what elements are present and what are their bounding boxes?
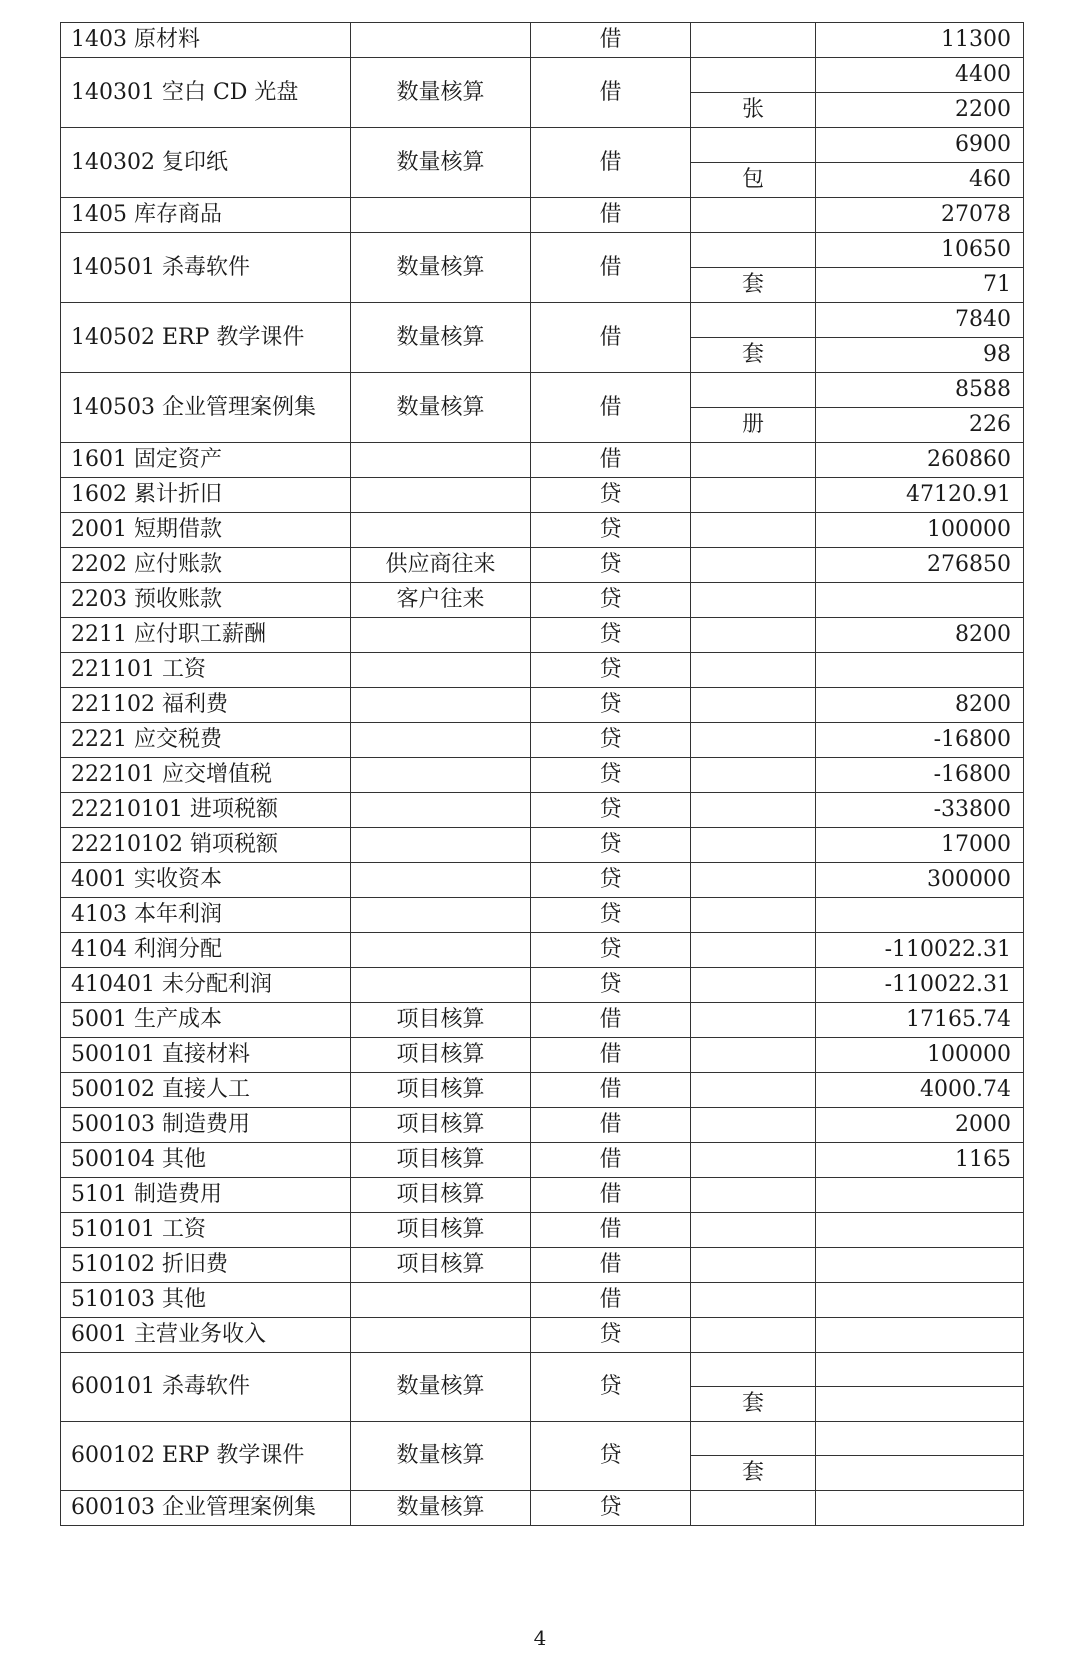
- unit-cell: [691, 1178, 816, 1213]
- balance-amount-cell: 8200: [816, 618, 1024, 653]
- unit-cell: [691, 443, 816, 478]
- balance-amount-cell: [816, 1353, 1024, 1387]
- unit-cell: 套: [691, 1387, 816, 1422]
- unit-cell: 张: [691, 93, 816, 128]
- auxiliary-accounting-cell: 项目核算: [351, 1248, 531, 1283]
- auxiliary-accounting-cell: [351, 863, 531, 898]
- account-name-cell: 2001 短期借款: [61, 513, 351, 548]
- balance-amount-cell: -110022.31: [816, 933, 1024, 968]
- table-row: [61, 688, 1024, 723]
- unit-cell: [691, 233, 816, 268]
- unit-cell: [691, 793, 816, 828]
- unit-cell: [691, 898, 816, 933]
- table-row: [61, 1073, 1024, 1108]
- quantity-balance-cell: 460: [816, 163, 1024, 198]
- balance-amount-cell: 6900: [816, 128, 1024, 163]
- unit-cell: [691, 198, 816, 233]
- unit-cell: [691, 1073, 816, 1108]
- unit-cell: [691, 758, 816, 793]
- account-name-cell: 22210101 进项税额: [61, 793, 351, 828]
- balance-amount-cell: [816, 1491, 1024, 1526]
- balance-amount-cell: 8588: [816, 373, 1024, 408]
- table-row: [61, 1108, 1024, 1143]
- table-row: [61, 898, 1024, 933]
- table-row: [61, 1283, 1024, 1318]
- table-row: [61, 1143, 1024, 1178]
- account-name-cell: 500103 制造费用: [61, 1108, 351, 1143]
- account-name-cell: 5001 生产成本: [61, 1003, 351, 1038]
- unit-cell: [691, 548, 816, 583]
- quantity-balance-cell: 226: [816, 408, 1024, 443]
- table-row: [61, 828, 1024, 863]
- balance-amount-cell: [816, 1248, 1024, 1283]
- account-name-cell: 140503 企业管理案例集: [61, 373, 351, 443]
- balance-direction-cell: 借: [531, 1073, 691, 1108]
- unit-cell: 套: [691, 268, 816, 303]
- balance-amount-cell: 7840: [816, 303, 1024, 338]
- auxiliary-accounting-cell: [351, 1318, 531, 1353]
- table-row: [61, 23, 1024, 58]
- auxiliary-accounting-cell: [351, 618, 531, 653]
- quantity-balance-cell: [816, 1456, 1024, 1491]
- auxiliary-accounting-cell: [351, 513, 531, 548]
- auxiliary-accounting-cell: 数量核算: [351, 303, 531, 373]
- balance-direction-cell: 贷: [531, 583, 691, 618]
- table-row: [61, 1422, 1024, 1456]
- balance-direction-cell: 借: [531, 1248, 691, 1283]
- balance-direction-cell: 借: [531, 23, 691, 58]
- unit-cell: [691, 373, 816, 408]
- balance-amount-cell: 100000: [816, 513, 1024, 548]
- quantity-balance-cell: [816, 1387, 1024, 1422]
- account-name-cell: 2203 预收账款: [61, 583, 351, 618]
- account-name-cell: 2221 应交税费: [61, 723, 351, 758]
- unit-cell: [691, 513, 816, 548]
- balance-amount-cell: 100000: [816, 1038, 1024, 1073]
- balance-amount-cell: 17000: [816, 828, 1024, 863]
- table-row: [61, 1491, 1024, 1526]
- table-row: [61, 128, 1024, 163]
- account-name-cell: 140502 ERP 教学课件: [61, 303, 351, 373]
- auxiliary-accounting-cell: 数量核算: [351, 128, 531, 198]
- unit-cell: 套: [691, 338, 816, 373]
- auxiliary-accounting-cell: 数量核算: [351, 373, 531, 443]
- auxiliary-accounting-cell: 数量核算: [351, 58, 531, 128]
- auxiliary-accounting-cell: [351, 758, 531, 793]
- auxiliary-accounting-cell: [351, 793, 531, 828]
- balance-direction-cell: 借: [531, 1108, 691, 1143]
- account-name-cell: 1405 库存商品: [61, 198, 351, 233]
- balance-amount-cell: 27078: [816, 198, 1024, 233]
- account-name-cell: 600101 杀毒软件: [61, 1353, 351, 1422]
- account-name-cell: 2202 应付账款: [61, 548, 351, 583]
- balance-amount-cell: 4400: [816, 58, 1024, 93]
- account-name-cell: 221101 工资: [61, 653, 351, 688]
- unit-cell: [691, 688, 816, 723]
- balance-direction-cell: 贷: [531, 828, 691, 863]
- unit-cell: [691, 583, 816, 618]
- auxiliary-accounting-cell: [351, 443, 531, 478]
- unit-cell: [691, 1248, 816, 1283]
- balance-direction-cell: 借: [531, 1213, 691, 1248]
- account-name-cell: 6001 主营业务收入: [61, 1318, 351, 1353]
- auxiliary-accounting-cell: [351, 478, 531, 513]
- auxiliary-accounting-cell: 数量核算: [351, 1353, 531, 1422]
- quantity-balance-cell: 98: [816, 338, 1024, 373]
- table-row: [61, 303, 1024, 338]
- auxiliary-accounting-cell: [351, 23, 531, 58]
- auxiliary-accounting-cell: [351, 688, 531, 723]
- table-row: [61, 548, 1024, 583]
- unit-cell: [691, 1491, 816, 1526]
- balance-amount-cell: 17165.74: [816, 1003, 1024, 1038]
- balance-direction-cell: 贷: [531, 1491, 691, 1526]
- quantity-balance-cell: 71: [816, 268, 1024, 303]
- balance-direction-cell: 借: [531, 303, 691, 373]
- balance-direction-cell: 贷: [531, 478, 691, 513]
- balance-amount-cell: 1165: [816, 1143, 1024, 1178]
- balance-direction-cell: 贷: [531, 723, 691, 758]
- unit-cell: [691, 58, 816, 93]
- balance-amount-cell: 2000: [816, 1108, 1024, 1143]
- account-name-cell: 2211 应付职工薪酬: [61, 618, 351, 653]
- auxiliary-accounting-cell: 数量核算: [351, 1422, 531, 1491]
- account-name-cell: 140501 杀毒软件: [61, 233, 351, 303]
- unit-cell: [691, 1213, 816, 1248]
- auxiliary-accounting-cell: [351, 653, 531, 688]
- unit-cell: [691, 1003, 816, 1038]
- balance-direction-cell: 借: [531, 58, 691, 128]
- balance-amount-cell: [816, 898, 1024, 933]
- balance-direction-cell: 贷: [531, 758, 691, 793]
- balance-amount-cell: -110022.31: [816, 968, 1024, 1003]
- balance-amount-cell: -33800: [816, 793, 1024, 828]
- balance-direction-cell: 借: [531, 443, 691, 478]
- balance-direction-cell: 借: [531, 233, 691, 303]
- account-name-cell: 140302 复印纸: [61, 128, 351, 198]
- balance-direction-cell: 贷: [531, 688, 691, 723]
- unit-cell: [691, 1038, 816, 1073]
- account-name-cell: 222101 应交增值税: [61, 758, 351, 793]
- balance-direction-cell: 贷: [531, 968, 691, 1003]
- balance-amount-cell: [816, 1178, 1024, 1213]
- balance-amount-cell: 300000: [816, 863, 1024, 898]
- unit-cell: [691, 1422, 816, 1456]
- table-row: [61, 758, 1024, 793]
- table-row: [61, 933, 1024, 968]
- account-name-cell: 510101 工资: [61, 1213, 351, 1248]
- balance-amount-cell: [816, 1318, 1024, 1353]
- balance-direction-cell: 贷: [531, 1422, 691, 1491]
- account-balance-table: [60, 22, 1024, 1526]
- auxiliary-accounting-cell: [351, 968, 531, 1003]
- unit-cell: [691, 933, 816, 968]
- unit-cell: 套: [691, 1456, 816, 1491]
- account-name-cell: 22210102 销项税额: [61, 828, 351, 863]
- balance-amount-cell: 276850: [816, 548, 1024, 583]
- unit-cell: 包: [691, 163, 816, 198]
- balance-amount-cell: -16800: [816, 723, 1024, 758]
- unit-cell: [691, 1353, 816, 1387]
- unit-cell: 册: [691, 408, 816, 443]
- auxiliary-accounting-cell: 项目核算: [351, 1178, 531, 1213]
- balance-direction-cell: 借: [531, 373, 691, 443]
- balance-amount-cell: 260860: [816, 443, 1024, 478]
- auxiliary-accounting-cell: 项目核算: [351, 1003, 531, 1038]
- account-name-cell: 140301 空白 CD 光盘: [61, 58, 351, 128]
- auxiliary-accounting-cell: 供应商往来: [351, 548, 531, 583]
- quantity-balance-cell: 2200: [816, 93, 1024, 128]
- balance-amount-cell: 4000.74: [816, 1073, 1024, 1108]
- balance-direction-cell: 贷: [531, 513, 691, 548]
- account-table-body: [61, 23, 1024, 1526]
- auxiliary-accounting-cell: 客户往来: [351, 583, 531, 618]
- auxiliary-accounting-cell: [351, 898, 531, 933]
- account-name-cell: 1601 固定资产: [61, 443, 351, 478]
- account-name-cell: 4104 利润分配: [61, 933, 351, 968]
- unit-cell: [691, 478, 816, 513]
- table-row: [61, 653, 1024, 688]
- auxiliary-accounting-cell: 项目核算: [351, 1073, 531, 1108]
- balance-direction-cell: 贷: [531, 618, 691, 653]
- auxiliary-accounting-cell: 数量核算: [351, 233, 531, 303]
- table-row: [61, 618, 1024, 653]
- balance-direction-cell: 借: [531, 198, 691, 233]
- balance-amount-cell: [816, 1213, 1024, 1248]
- unit-cell: [691, 128, 816, 163]
- auxiliary-accounting-cell: 项目核算: [351, 1038, 531, 1073]
- account-name-cell: 1602 累计折旧: [61, 478, 351, 513]
- balance-direction-cell: 贷: [531, 1353, 691, 1422]
- table-row: [61, 478, 1024, 513]
- account-name-cell: 5101 制造费用: [61, 1178, 351, 1213]
- unit-cell: [691, 828, 816, 863]
- table-row: [61, 1038, 1024, 1073]
- account-name-cell: 510103 其他: [61, 1283, 351, 1318]
- unit-cell: [691, 23, 816, 58]
- balance-amount-cell: [816, 653, 1024, 688]
- table-row: [61, 583, 1024, 618]
- balance-direction-cell: 贷: [531, 1318, 691, 1353]
- unit-cell: [691, 303, 816, 338]
- unit-cell: [691, 968, 816, 1003]
- balance-amount-cell: [816, 1283, 1024, 1318]
- account-name-cell: 4001 实收资本: [61, 863, 351, 898]
- balance-direction-cell: 贷: [531, 863, 691, 898]
- table-row: [61, 443, 1024, 478]
- account-name-cell: 600103 企业管理案例集: [61, 1491, 351, 1526]
- account-name-cell: 500101 直接材料: [61, 1038, 351, 1073]
- page-number: 4: [533, 1626, 547, 1650]
- table-row: [61, 1213, 1024, 1248]
- account-name-cell: 221102 福利费: [61, 688, 351, 723]
- auxiliary-accounting-cell: 项目核算: [351, 1143, 531, 1178]
- balance-direction-cell: 借: [531, 1283, 691, 1318]
- balance-amount-cell: [816, 583, 1024, 618]
- unit-cell: [691, 723, 816, 758]
- table-row: [61, 1353, 1024, 1387]
- balance-direction-cell: 贷: [531, 653, 691, 688]
- table-row: [61, 723, 1024, 758]
- table-row: [61, 1003, 1024, 1038]
- account-name-cell: 4103 本年利润: [61, 898, 351, 933]
- table-row: [61, 968, 1024, 1003]
- unit-cell: [691, 863, 816, 898]
- balance-amount-cell: 8200: [816, 688, 1024, 723]
- table-row: [61, 793, 1024, 828]
- auxiliary-accounting-cell: [351, 933, 531, 968]
- account-name-cell: 1403 原材料: [61, 23, 351, 58]
- auxiliary-accounting-cell: [351, 828, 531, 863]
- auxiliary-accounting-cell: [351, 723, 531, 758]
- table-row: [61, 863, 1024, 898]
- balance-amount-cell: -16800: [816, 758, 1024, 793]
- account-name-cell: 500102 直接人工: [61, 1073, 351, 1108]
- table-row: [61, 1178, 1024, 1213]
- auxiliary-accounting-cell: [351, 1283, 531, 1318]
- account-name-cell: 500104 其他: [61, 1143, 351, 1178]
- auxiliary-accounting-cell: 项目核算: [351, 1213, 531, 1248]
- account-name-cell: 600102 ERP 教学课件: [61, 1422, 351, 1491]
- account-name-cell: 410401 未分配利润: [61, 968, 351, 1003]
- balance-amount-cell: [816, 1422, 1024, 1456]
- table-row: [61, 1248, 1024, 1283]
- table-row: [61, 233, 1024, 268]
- balance-direction-cell: 贷: [531, 898, 691, 933]
- table-row: [61, 58, 1024, 93]
- table-row: [61, 1318, 1024, 1353]
- balance-direction-cell: 贷: [531, 793, 691, 828]
- auxiliary-accounting-cell: 数量核算: [351, 1491, 531, 1526]
- balance-direction-cell: 借: [531, 1003, 691, 1038]
- auxiliary-accounting-cell: 项目核算: [351, 1108, 531, 1143]
- unit-cell: [691, 1318, 816, 1353]
- table-row: [61, 513, 1024, 548]
- balance-direction-cell: 借: [531, 1178, 691, 1213]
- balance-amount-cell: 10650: [816, 233, 1024, 268]
- account-name-cell: 510102 折旧费: [61, 1248, 351, 1283]
- unit-cell: [691, 653, 816, 688]
- unit-cell: [691, 1108, 816, 1143]
- balance-direction-cell: 借: [531, 1143, 691, 1178]
- unit-cell: [691, 1283, 816, 1318]
- balance-direction-cell: 借: [531, 128, 691, 198]
- balance-amount-cell: 47120.91: [816, 478, 1024, 513]
- balance-direction-cell: 贷: [531, 933, 691, 968]
- balance-direction-cell: 借: [531, 1038, 691, 1073]
- unit-cell: [691, 1143, 816, 1178]
- balance-amount-cell: 11300: [816, 23, 1024, 58]
- table-row: [61, 373, 1024, 408]
- auxiliary-accounting-cell: [351, 198, 531, 233]
- table-row: [61, 198, 1024, 233]
- balance-direction-cell: 贷: [531, 548, 691, 583]
- unit-cell: [691, 618, 816, 653]
